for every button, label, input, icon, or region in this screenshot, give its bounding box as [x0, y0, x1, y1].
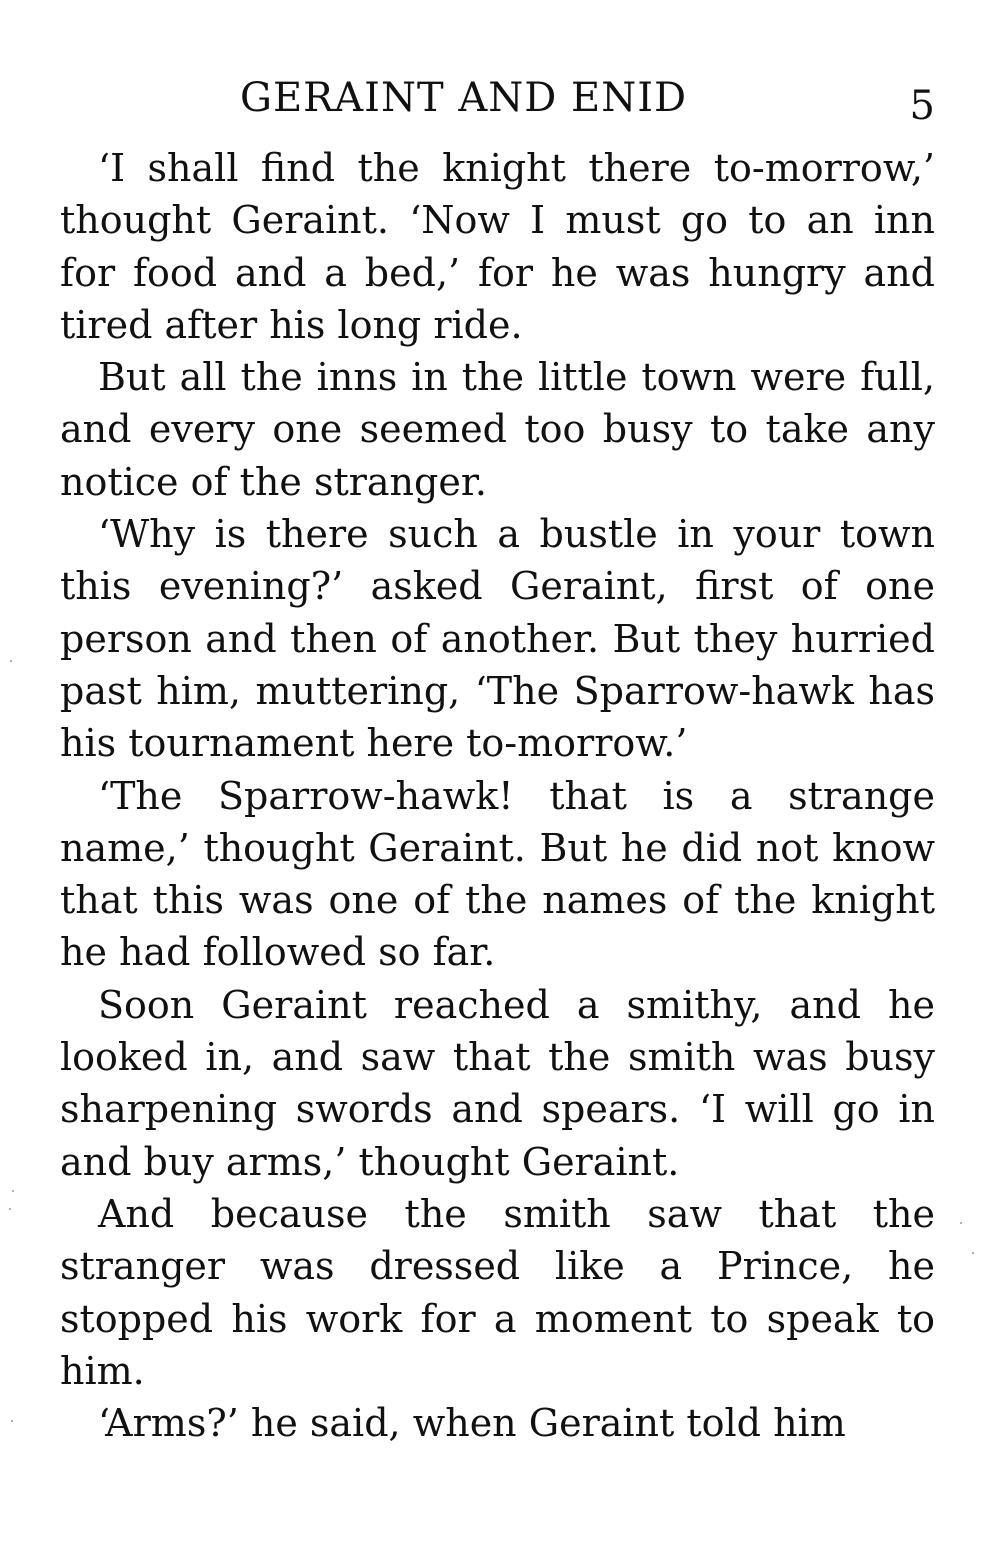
paragraph: ‘The Sparrow-hawk! that is a strange name,’ thought Geraint. But he did not know that this was one of the names of the knight he had followed so far.: [60, 773, 935, 975]
paragraph: And because the smith saw that the stranger was dressed like a Prince, he stopped his work for a moment to speak to him.: [60, 1191, 935, 1393]
paragraph: But all the inns in the little town were full, and every one seemed too busy to take any notice of the stranger.: [60, 355, 935, 504]
scan-speck: [12, 1190, 14, 1192]
scan-speck: [972, 1252, 974, 1254]
body-text: [60, 142, 935, 1449]
page-header: [60, 72, 935, 129]
page-number: 5: [909, 83, 935, 129]
running-title: GERAINT AND ENID: [240, 75, 688, 121]
paragraph: ‘Arms?’ he said, when Geraint told him: [98, 1401, 846, 1446]
paragraph: Soon Geraint reached a smithy, and he looked in, and saw that the smith was busy sharpening swords and spears. ‘I will go in and buy arms,’ thought Geraint.: [60, 982, 935, 1184]
paragraph: ‘Why is there such a bustle in your town this evening?’ asked Geraint, first of one person and then of another. But they hurried past him, muttering, ‘The Sparrow-hawk has his tournament here to-morrow.’: [60, 512, 935, 766]
paragraph: ‘I shall find the knight there to-morrow,’ thought Geraint. ‘Now I must go to an inn for food and a bed,’ for he was hungry and tired after his long ride.: [60, 146, 935, 347]
scan-speck: [11, 1420, 13, 1422]
scan-speck: [960, 1222, 962, 1224]
scan-speck: [10, 660, 12, 662]
scan-speck: [9, 1208, 11, 1210]
